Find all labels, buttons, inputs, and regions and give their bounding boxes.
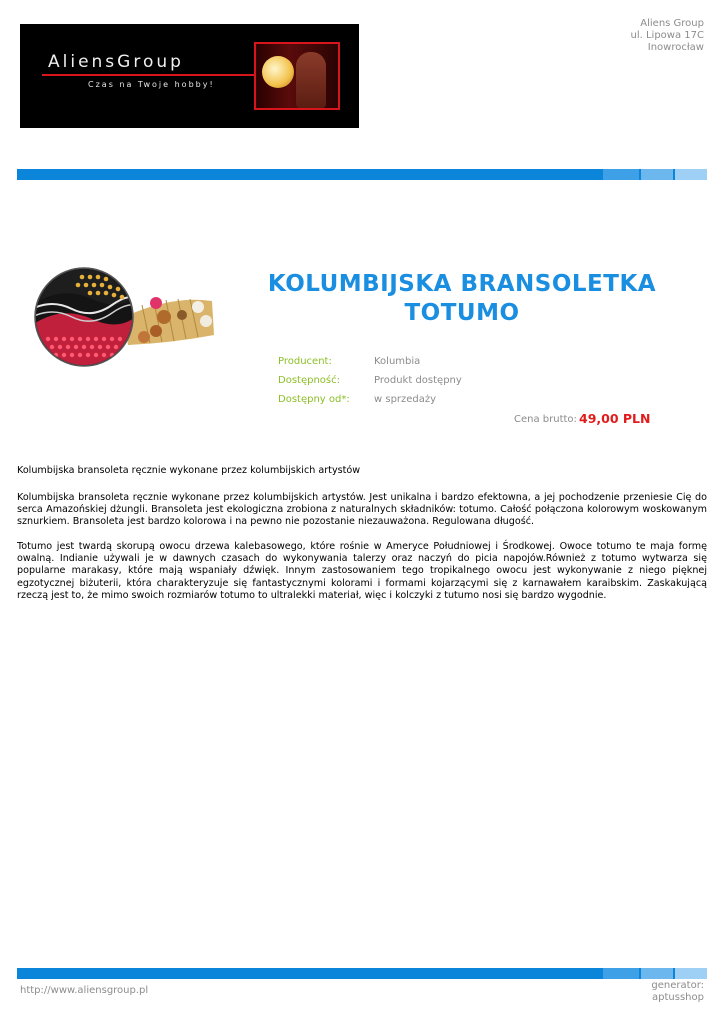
moon-icon xyxy=(262,56,294,88)
spec-value-producer: Kolumbia xyxy=(374,356,421,367)
generator-name: aptusshop xyxy=(652,992,704,1003)
spec-label-producer: Producent: xyxy=(278,356,332,367)
description-paragraph-2: Totumo jest twardą skorupą owocu drzewa kalebasowego, które rośnie w Ameryce Południowej i Środkowej. Owoce totumo te maja formę owalną. Indianie używali je w dawnych czasach do wykonywania talerzy oraz naczyń do picia napojów.Również z totumo wytwarza się popularne marakasy, które mają wspaniały dźwięk. Innym zastosowaniem tego tropikalnego owocu jest wykonywanie z niego pięknej egzotycznej biżuterii, która charakteryzuje się fantastycznymi kolorami i formami kojarzącymi się z karnawałem karaibskim. Zaskakującą rzeczą jest to, że mimo swoich rozmiarów totumo to ultralekki materiał, więc i kolczyki z tutumo nosi się bardzo wygodnie. xyxy=(17,541,707,601)
footer-generator xyxy=(651,980,704,1004)
description-paragraph-1: Kolumbijska bransoleta ręcznie wykonane przez kolumbijskich artystów. Jest unikalna i bardzo efektowna, a jej pochodzenie przeniesie Cię do serca Amazońskiej dżungli. Bransoleta jest ekologiczna zrobiona z naturalnych składników: totumo. Całość połączona kolorowym woskowanym sznurkiem. Bransoleta jest bardzo kolorowa i na pewno nie pozostanie niezauważona. Regulowana długość. xyxy=(17,492,707,528)
store-logo xyxy=(20,24,359,128)
short-description: Kolumbijska bransoleta ręcznie wykonane przez kolumbijskich artystów xyxy=(17,465,361,476)
header-divider-bar xyxy=(17,169,707,180)
spec-value-available-from: w sprzedaży xyxy=(374,394,437,405)
company-city: Inowrocław xyxy=(647,42,704,53)
logo-slogan: Czas na Twoje hobby! xyxy=(88,80,215,89)
product-title-line2: TOTUMO xyxy=(404,300,520,326)
product-title xyxy=(252,270,672,328)
spec-value-availability: Produkt dostępny xyxy=(374,375,462,386)
person-silhouette-icon xyxy=(296,52,326,108)
bracelet-photo-icon xyxy=(32,265,218,375)
price-value: 49,00 PLN xyxy=(579,411,651,426)
price-label: Cena brutto: xyxy=(514,414,577,425)
logo-underline xyxy=(42,74,262,76)
logo-brand-text: AliensGroup xyxy=(48,52,184,72)
footer-divider-bar xyxy=(17,968,707,979)
company-address xyxy=(631,18,704,54)
product-title-line1: KOLUMBIJSKA BRANSOLETKA xyxy=(267,271,657,297)
company-name: Aliens Group xyxy=(640,18,704,29)
generator-label: generator: xyxy=(651,980,704,991)
spec-label-availability: Dostępność: xyxy=(278,375,340,386)
company-street: ul. Lipowa 17C xyxy=(630,30,704,41)
footer-url-link[interactable]: http://www.aliensgroup.pl xyxy=(20,985,149,996)
spec-label-available-from: Dostępny od*: xyxy=(278,394,350,405)
logo-photo xyxy=(254,42,340,110)
